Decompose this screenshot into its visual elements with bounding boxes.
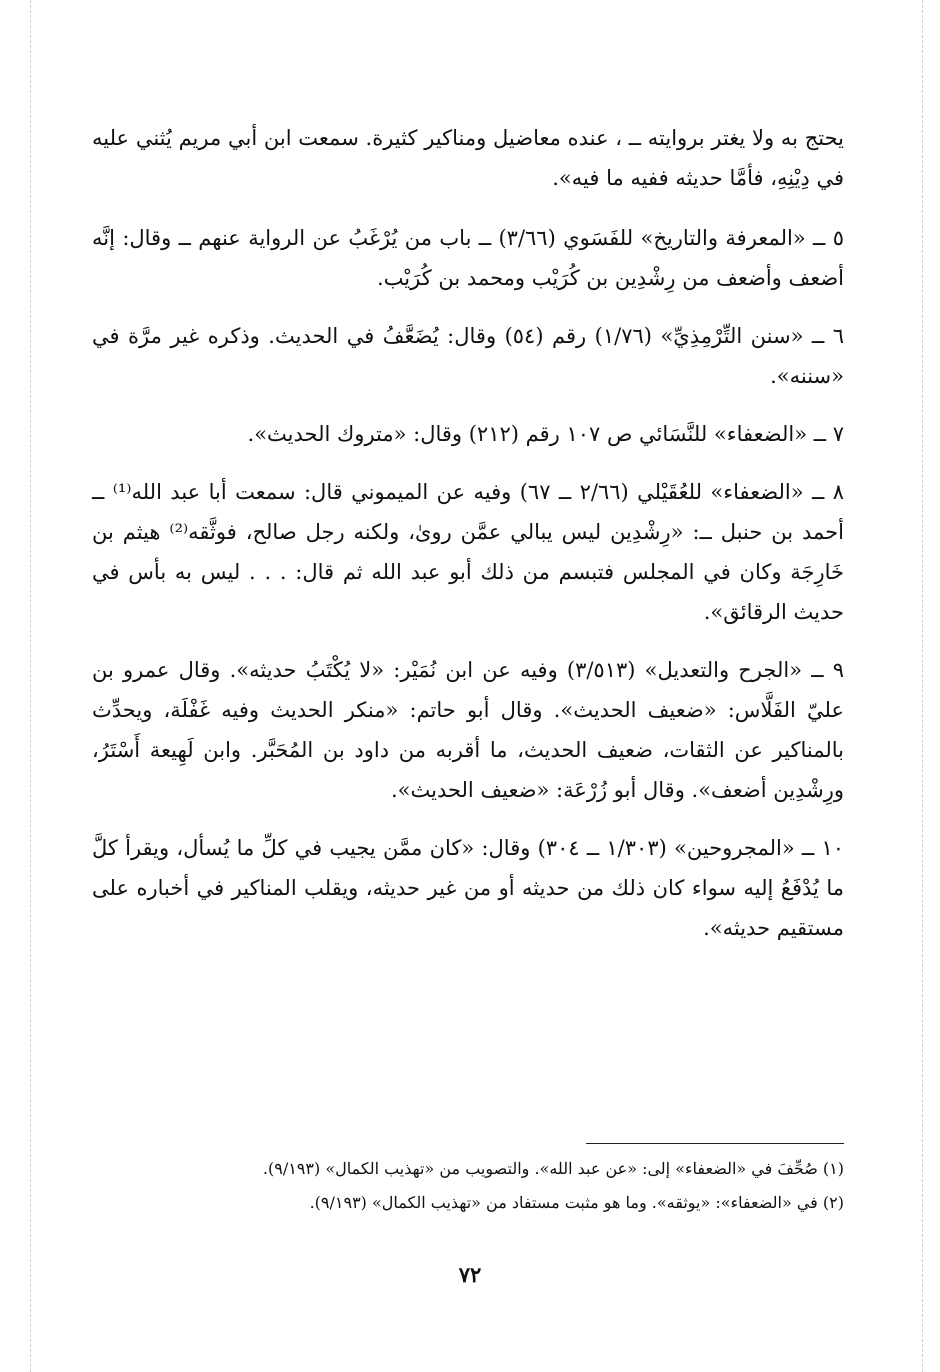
footnote-1: (١) صُحِّفَ في «الضعفاء» إلى: «عن عبد الله». والتصويب من «تهذيب الكمال» (٩/١٩٣).	[262, 1159, 844, 1178]
main-text	[92, 118, 844, 966]
paragraph-continuation: يحتج به ولا يغتر بروايته ــ ، عنده معاضيل ومناكير كثيرة. سمعت ابن أبي مريم يُثني عليه في دِيْنِهِ، فأمَّا حديثه ففيه ما فيه».	[92, 126, 844, 190]
page-number: ٧٢	[458, 1262, 482, 1287]
paragraph-10: ١٠ ــ «المجروحين» (١/٣٠٣ ــ ٣٠٤) وقال: «كان ممَّن يجيب في كلِّ ما يُسأل، ويقرأ كلَّ ما يُدْفَعُ إليه سواء كان ذلك من حديثه أو من غير حديثه، ويقلب المناكير في أخباره على مستقيم حديثه».	[92, 836, 845, 940]
paragraph-5: ٥ ــ «المعرفة والتاريخ» للفَسَوي (٣/٦٦) ــ باب من يُرْغَبُ عن الرواية عنهم ــ وقال: إنَّه أضعف وأضعف من رِشْدِين بن كُرَيْب ومحمد بن كُرَيْب.	[92, 226, 844, 290]
footnotes	[92, 1152, 844, 1220]
paragraph-9: ٩ ــ «الجرح والتعديل» (٣/٥١٣) وفيه عن ابن نُمَيْر: «لا يُكْتَبُ حديثه». وقال عمرو بن عليّ الفَلَّاس: «ضعيف الحديث». وقال أبو حاتم: «منكر الحديث وفيه غَفْلَة، ويحدِّث بالمناكير عن الثقات، ضعيف الحديث، ما أقربه من داود بن المُحَبَّر. وابن لَهِيعة أَسْتَرُ، ورِشْدِين أضعف». وقال أبو زُرْعَة: «ضعيف الحديث».	[92, 658, 844, 802]
scan-edge-right	[922, 0, 923, 1372]
scan-edge-left	[30, 0, 31, 1372]
paragraph-7: ٧ ــ «الضعفاء» للنَّسَائي ص ١٠٧ رقم (٢١٢) وقال: «متروك الحديث».	[247, 422, 844, 446]
paragraph-8: ٨ ــ «الضعفاء» للعُقَيْلي (٢/٦٦ ــ ٦٧) وفيه عن الميموني قال: سمعت أبا عبد الله⁽¹⁾ ــ أحمد بن حنبل ــ: «رِشْدِين ليس يبالي عمَّن روىٰ، ولكنه رجل صالح، فوثَّقه⁽²⁾ هيثم بن خَارِجَة وكان في المجلس فتبسم من ذلك أبو عبد الله ثم قال: . . . ليس به بأس في حديث الرقائق».	[92, 480, 845, 624]
paragraph-6: ٦ ــ «سنن التِّرْمِذِيِّ» (١/٧٦) رقم (٥٤) وقال: يُضَعَّفُ في الحديث. وذكره غير مرَّة في «سننه».	[92, 324, 844, 388]
footnote-2: (٢) في «الضعفاء»: «يوثقه». وما هو مثبت مستفاد من «تهذيب الكمال» (٩/١٩٣).	[309, 1193, 844, 1212]
footnote-separator	[586, 1143, 844, 1144]
